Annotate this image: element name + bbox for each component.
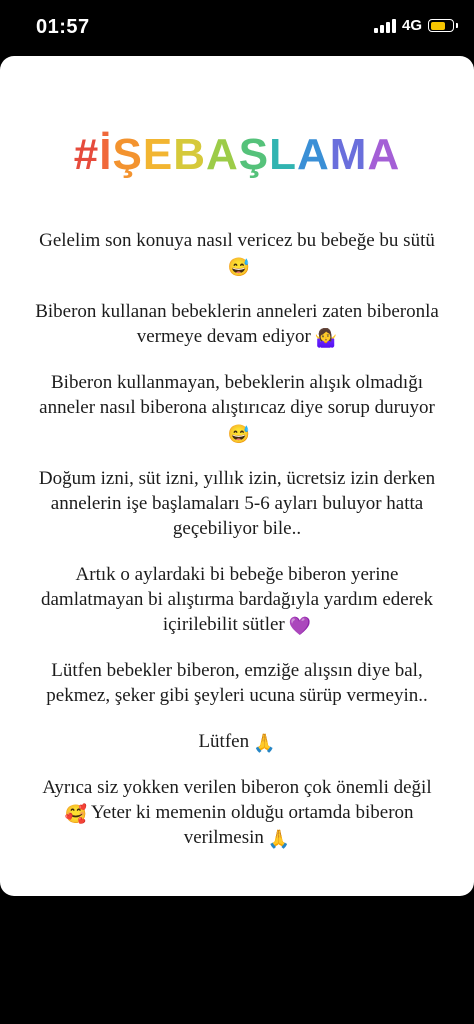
hashtag-letter: M [329,130,368,179]
paragraph-text: Yeter ki memenin olduğu ortamda biberon verilmesin [90,802,414,848]
hashtag-letter: Ş [238,130,270,179]
hashtag-letter: A [297,130,330,179]
purple-heart-emoji-icon: 💜 [288,616,312,636]
hashtag-title [0,130,474,180]
smiling-hearts-emoji-icon: 🥰 [64,804,87,824]
folded-hands-emoji-icon: 🙏 [267,829,291,849]
story-text [30,228,444,871]
network-type: 4G [401,17,422,34]
hashtag-letter: E [142,130,174,179]
paragraph-text: Gelelim son konuya nasıl vericez bu bebeğe bu sütü [39,230,435,251]
paragraph-5 [30,562,444,637]
hashtag-letter: İ [99,130,113,179]
paragraph-text: Biberon kullanmayan, bebeklerin alışık olmadığı anneler nasıl biberona alıştırıcaz diye sorup duruyor [39,372,435,418]
hashtag-letter: # [73,130,100,179]
status-indicators [374,17,454,34]
battery-level [431,22,446,30]
shrug-emoji-icon: 🤷‍♀️ [314,328,338,348]
battery-icon [428,19,454,32]
paragraph-2 [30,299,444,349]
paragraph-3 [30,370,444,445]
paragraph-4 [30,466,444,541]
paragraph-text: Lütfen bebekler biberon, emziğe alışsın diye bal, pekmez, şeker gibi şeyleri ucuna sürüp vermeyin.. [46,660,428,706]
grinning-sweat-emoji-icon: 😅 [227,424,251,444]
hashtag-letter: A [367,130,401,179]
paragraph-text: Artık o aylardaki bi bebeğe biberon yerine damlatmayan bi alıştırma bardağıyla yardım ederek içirilebilit sütler [41,564,433,635]
status-bar [0,0,474,56]
folded-hands-emoji-icon: 🙏 [253,733,276,753]
paragraph-1 [30,228,444,278]
paragraph-8 [30,775,444,850]
story-card[interactable] [0,56,474,896]
paragraph-text: Biberon kullanan bebeklerin anneleri zaten biberonla vermeye devam ediyor [35,301,439,347]
paragraph-6 [30,658,444,708]
hashtag-letter: A [205,130,239,179]
grinning-sweat-emoji-icon: 😅 [227,257,251,277]
paragraph-text: Doğum izni, süt izni, yıllık izin, ücretsiz izin derken annelerin işe başlamaları 5-6 ayları buluyor hatta geçebiliyor bile.. [38,468,436,539]
hashtag-letter: L [269,130,298,179]
status-time: 01:57 [36,16,90,38]
paragraph-text: Lütfen [198,731,250,752]
signal-strength-icon [374,19,396,33]
paragraph-7 [30,729,444,754]
paragraph-text-before: Ayrıca siz yokken verilen biberon çok önemli değil [42,777,432,798]
hashtag-letter: Ş [112,130,143,179]
hashtag-letter: B [173,130,206,179]
